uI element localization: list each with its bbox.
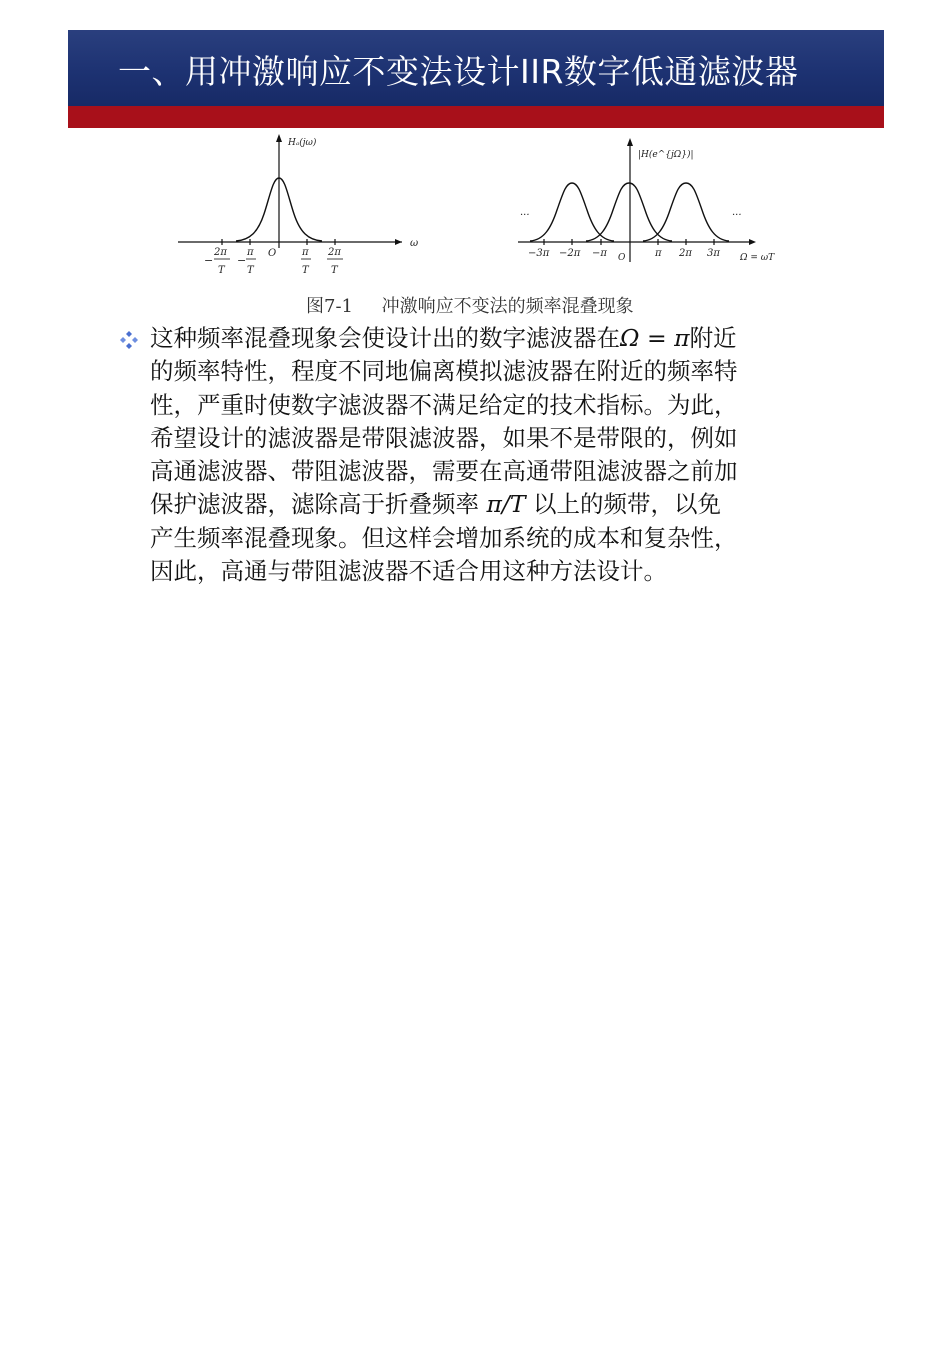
right-ylabel: |H(e^{jΩ})| <box>638 150 694 160</box>
tick-sign: − <box>237 254 247 267</box>
text-line: 高通滤波器、带阻滤波器，需要在高通带阻滤波器之前加 <box>150 457 738 486</box>
tick-den: T <box>218 265 225 276</box>
left-ylabel: Hₐ(jω) <box>288 138 317 148</box>
tick-num: π <box>247 247 254 258</box>
left-xlabel: ω <box>410 238 419 249</box>
text-line: 因此，高通与带阻滤波器不适合用这种方法设计。 <box>150 557 667 586</box>
right-origin: O <box>618 253 626 263</box>
tick-num: 2π <box>214 247 227 258</box>
ellipsis-right: ··· <box>732 210 742 221</box>
tick-num: π <box>302 247 309 258</box>
right-tick-label: −2π <box>559 248 581 259</box>
text-line: 希望设计的滤波器是带限滤波器，如果不是带限的，例如 <box>150 423 738 452</box>
right-tick-label: π <box>655 248 662 259</box>
figure-caption: 图7-1 冲激响应不变法的频率混叠现象 <box>306 296 634 317</box>
right-y-arrow <box>627 138 633 146</box>
right-xlabel: Ω = ωT <box>740 253 775 263</box>
right-tick-label: −π <box>592 248 607 259</box>
tick-den: T <box>247 265 254 276</box>
aliasing-figure-svg <box>0 0 952 300</box>
tick-den: T <box>302 265 309 276</box>
page-title: 一、用冲激响应不变法设计IIR数字低通滤波器 <box>118 52 799 91</box>
text-line: 产生频率混叠现象。但这样会增加系统的成本和复杂性， <box>150 523 738 552</box>
text-line: 的频率特性，程度不同地偏离模拟滤波器在附近的频率特 <box>150 357 738 386</box>
right-plot <box>518 138 756 262</box>
left-x-arrow <box>395 239 402 245</box>
left-origin: O <box>268 248 277 259</box>
left-y-arrow <box>276 134 282 142</box>
left-plot <box>178 134 402 259</box>
ellipsis-left: ··· <box>520 210 530 221</box>
diamond-bullet-icon <box>118 329 140 351</box>
tick-sign: − <box>204 254 214 267</box>
math-pi-over-T: π/T <box>479 490 533 519</box>
right-tick-label: 2π <box>679 248 692 259</box>
body-text <box>150 322 840 588</box>
text-line: 保护滤波器，滤除高于折叠频率 π/T 以上的频带，以免 <box>150 490 721 519</box>
right-x-arrow <box>749 239 756 245</box>
figure-7-1 <box>0 0 952 317</box>
right-tick-label: −3π <box>528 248 550 259</box>
math-omega-eq-pi: Ω = π <box>620 324 690 352</box>
text-line: 这种频率混叠现象会使设计出的数字滤波器在Ω = π附近 <box>150 324 737 352</box>
right-tick-label: 3π <box>707 248 720 259</box>
text-line: 性，严重时使数字滤波器不满足给定的技术指标。为此， <box>150 390 738 419</box>
tick-den: T <box>331 265 338 276</box>
tick-num: 2π <box>328 247 341 258</box>
